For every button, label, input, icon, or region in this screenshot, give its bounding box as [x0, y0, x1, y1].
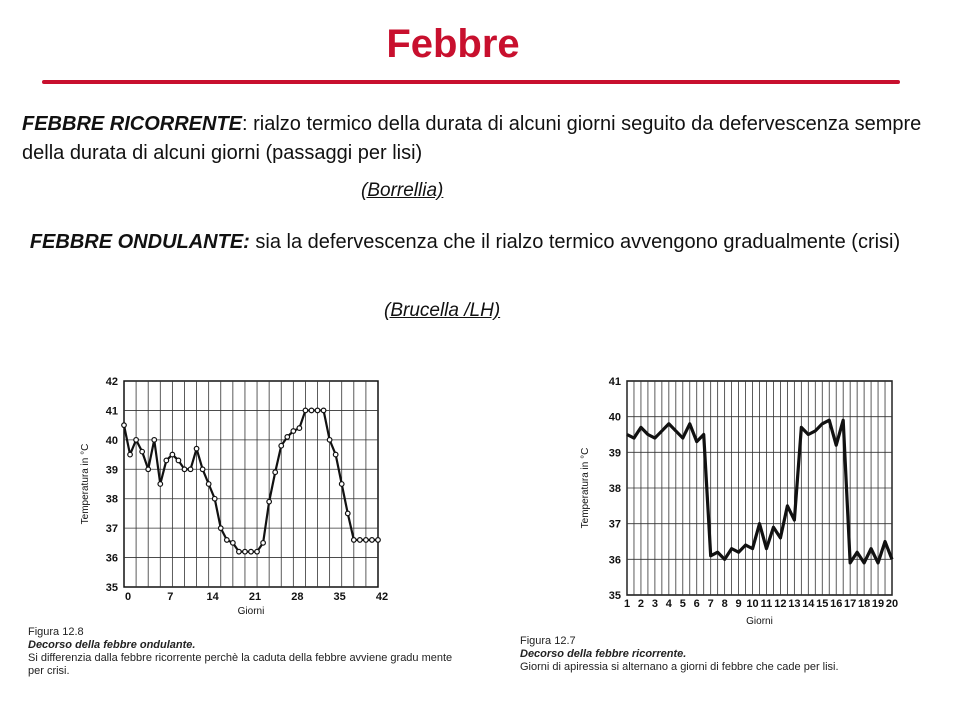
chart1-data-point [122, 423, 127, 428]
chart1-data-point [152, 438, 157, 443]
term-febbre-ricorrente: FEBBRE RICORRENTE [22, 113, 243, 135]
slide-title: Febbre [386, 22, 520, 66]
chart2-x-tick-label: 19 [871, 598, 885, 610]
text-febbre-ricorrente: : rialzo termico della durata di alcuni giorni seguito da defervescenza sempre della durata di alcuni giorni (passaggi per lisi) [22, 113, 922, 164]
chart1-data-point [164, 458, 169, 463]
chart1-data-point [182, 467, 187, 472]
chart1-data-point [309, 408, 314, 413]
chart2-x-tick-label: 6 [693, 598, 700, 610]
chart1-y-tick-label: 37 [105, 523, 118, 536]
chart2-x-tick-label: 14 [802, 598, 815, 610]
chart1-x-tick-label: 7 [167, 591, 174, 603]
chart2-x-tick-label: 8 [721, 598, 728, 610]
chart2-x-tick-label: 9 [735, 598, 742, 610]
chart1-data-point [370, 538, 375, 543]
chart1-x-tick-label: 21 [248, 591, 262, 603]
chart1-x-tick-label: 0 [124, 591, 132, 603]
chart2-x-tick-label: 12 [774, 598, 787, 610]
chart1-data-point [285, 435, 290, 440]
chart1-data-point [303, 408, 308, 413]
text-febbre-ondulante: sia la defervescenza che il rialzo termico avvengono gradualmente (crisi) [249, 231, 901, 253]
chart1-data-point [315, 408, 320, 413]
chart2-y-axis-label: Temperatura in °C [580, 447, 591, 529]
chart1-data-point [345, 511, 350, 516]
chart1-data-point [273, 470, 278, 475]
caption-figure-2 [520, 635, 920, 674]
chart2-x-tick-label: 17 [844, 598, 857, 610]
chart1-data-point [249, 549, 254, 554]
caption-1-text: Si differenzia dalla febbre ricorrente perchè la caduta della febbre avviene gradu mente per crisi. [28, 652, 453, 677]
reference-brucella: (Brucella /LH) [384, 300, 501, 321]
chart2-x-tick-label: 1 [623, 598, 631, 610]
caption-figure-1 [28, 626, 468, 678]
chart2-x-tick-label: 2 [637, 598, 645, 610]
chart1-x-tick-label: 42 [375, 591, 389, 603]
chart2-y-tick-label: 35 [608, 590, 621, 602]
chart1-data-point [243, 549, 248, 554]
chart2-y-tick-label: 37 [608, 518, 621, 531]
chart1-data-point [231, 541, 236, 546]
chart1-data-point [352, 538, 357, 543]
caption-1-number: Figura 12.8 [28, 626, 84, 638]
chart1-data-point [218, 526, 223, 531]
chart2-y-tick-label: 38 [608, 483, 621, 495]
chart1-series-line [124, 410, 378, 551]
chart1-data-point [237, 549, 242, 554]
chart1-data-point [376, 538, 381, 543]
chart1-y-tick-label: 39 [105, 464, 118, 477]
chart1-data-point [134, 438, 139, 443]
chart1-data-point [176, 458, 181, 463]
chart2-x-tick-label: 20 [885, 598, 899, 610]
chart1-data-point [188, 467, 193, 472]
chart2-y-tick-label: 36 [608, 554, 621, 567]
chart2-x-tick-label: 3 [651, 598, 658, 610]
chart2-x-tick-label: 16 [830, 598, 843, 610]
term-febbre-ondulante: FEBBRE ONDULANTE: [29, 231, 250, 253]
chart1-data-point [200, 467, 205, 472]
chart1-x-tick-label: 35 [333, 591, 346, 603]
caption-2-number: Figura 12.7 [520, 635, 576, 647]
chart2-y-tick-label: 39 [608, 447, 621, 460]
chart1-data-point [225, 538, 230, 543]
chart1-x-tick-label: 14 [206, 591, 219, 603]
chart1-data-point [128, 452, 133, 457]
chart2-x-axis-label: Giorni [746, 616, 773, 627]
chart1-data-point [140, 449, 145, 454]
chart1-data-point [279, 443, 284, 448]
chart1-y-tick-label: 36 [105, 552, 118, 565]
chart1-data-point [339, 482, 344, 487]
caption-1-title: Decorso della febbre ondulante. [28, 639, 196, 651]
chart1-data-point [255, 549, 260, 554]
chart1-y-tick-label: 41 [105, 405, 118, 418]
chart2-y-tick-label: 41 [608, 376, 621, 388]
chart1-y-tick-label: 35 [105, 582, 118, 594]
chart1-y-axis-label: Temperatura in °C [80, 443, 91, 525]
chart1-data-point [297, 426, 302, 431]
chart2-x-tick-label: 4 [665, 598, 672, 610]
chart2-x-tick-label: 7 [707, 598, 714, 610]
caption-2-title: Decorso della febbre ricorrente. [520, 648, 687, 660]
chart2-x-tick-label: 15 [816, 598, 829, 610]
chart1-data-point [364, 538, 369, 543]
chart1-data-point [327, 438, 332, 443]
chart1-y-tick-label: 40 [105, 434, 118, 447]
chart2-x-tick-label: 5 [679, 598, 686, 610]
chart1-data-point [358, 538, 363, 543]
chart1-data-point [170, 452, 175, 457]
chart1-x-tick-label: 28 [291, 591, 304, 603]
chart2-x-tick-label: 13 [788, 598, 801, 610]
chart1-data-point [321, 408, 326, 413]
chart1-y-tick-label: 38 [105, 493, 118, 506]
chart2-x-tick-label: 11 [760, 598, 773, 610]
chart1-data-point [158, 482, 163, 487]
chart1-data-point [267, 499, 272, 504]
reference-borrellia: (Borrellia) [361, 180, 444, 201]
chart1-data-point [333, 452, 338, 457]
chart1-data-point [194, 446, 199, 451]
chart1-data-point [146, 467, 151, 472]
chart2-x-tick-label: 10 [746, 598, 759, 610]
chart2-x-tick-label: 18 [857, 598, 871, 610]
caption-2-text: Giorni di apiressia si alternano a giorni di febbre che cade per lisi. [520, 661, 839, 673]
chart1-data-point [206, 482, 211, 487]
chart1-data-point [212, 496, 217, 501]
chart1-y-tick-label: 42 [105, 376, 118, 388]
chart1-data-point [291, 429, 296, 434]
chart2-y-tick-label: 40 [608, 411, 621, 424]
chart1-x-axis-label: Giorni [237, 606, 265, 617]
chart1-data-point [261, 541, 266, 546]
